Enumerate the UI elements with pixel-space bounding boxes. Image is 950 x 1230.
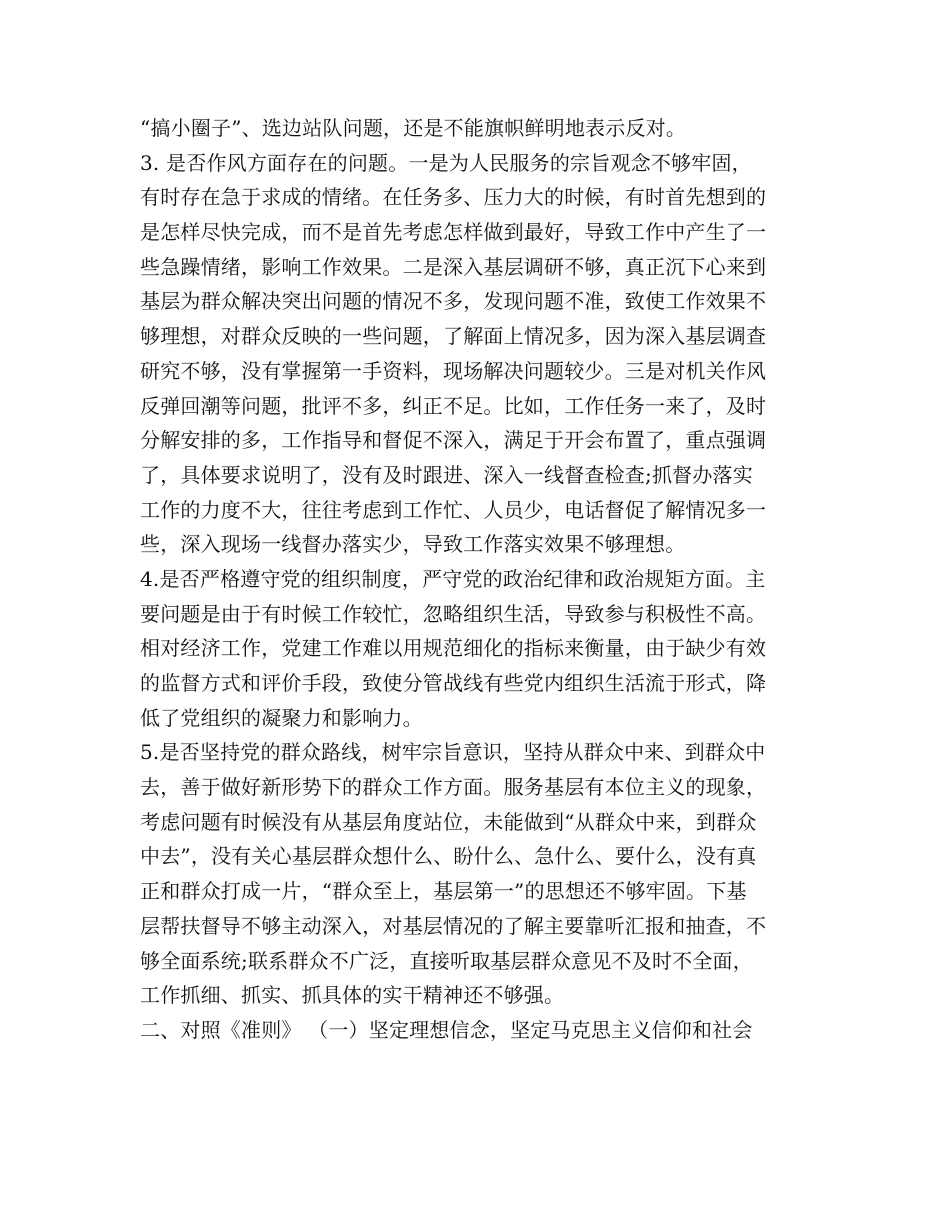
text-line: 正和群众打成一片，“群众至上，基层第一”的思想还不够牢固。下基 (140, 879, 747, 904)
text-line: 些急躁情绪，影响工作效果。二是深入基层调研不够，真正沉下心来到 (140, 254, 767, 279)
document-body (140, 111, 820, 1048)
text-line: 够理想，对群众反映的一些问题，了解面上情况多，因为深入基层调查 (140, 324, 767, 349)
text-line: 有时存在急于求成的情绪。在任务多、压力大的时候，有时首先想到的 (140, 185, 767, 210)
text-line: 3. 是否作风方面存在的问题。一是为人民服务的宗旨观念不够牢固， (140, 150, 752, 175)
text-line: 的监督方式和评价手段，致使分管战线有些党内组织生活流于形式，降 (140, 671, 767, 695)
text-line: 了，具体要求说明了，没有及时跟进、深入一线督查检查;抓督办落实 (140, 462, 753, 487)
text-line: 分解安排的多，工作指导和督促不深入，满足于开会布置了，重点强调 (140, 428, 767, 453)
text-line: 相对经济工作，党建工作难以用规范细化的指标来衡量，由于缺少有效 (140, 636, 767, 661)
text-line: “搞小圈子”、选边站队问题，还是不能旗帜鲜明地表示反对。 (140, 116, 687, 140)
text-line: 些，深入现场一线督办落实少，导致工作落实效果不够理想。 (140, 532, 686, 557)
text-line: 考虑问题有时候没有从基层角度站位，未能做到“从群众中来，到群众 (140, 809, 757, 834)
text-line: 4.是否严格遵守党的组织制度，严守党的政治纪律和政治规矩方面。主 (140, 566, 766, 591)
text-line: 要问题是由于有时候工作较忙，忽略组织生活，导致参与积极性不高。 (140, 601, 767, 626)
text-line: 低了党组织的凝聚力和影响力。 (140, 705, 423, 730)
text-line: 反弹回潮等问题，批评不多，纠正不足。比如，工作任务一来了，及时 (140, 393, 767, 418)
text-line: 工作抓细、抓实、抓具体的实干精神还不够强。 (140, 983, 565, 1008)
text-line: 二、对照《准则》 （一）坚定理想信念，坚定马克思主义信仰和社会 (140, 1017, 753, 1042)
text-line: 研究不够，没有掌握第一手资料，现场解决问题较少。三是对机关作风 (140, 358, 767, 383)
text-line: 基层为群众解决突出问题的情况不多，发现问题不准，致使工作效果不 (140, 289, 767, 314)
text-line: 够全面系统;联系群众不广泛，直接听取基层群众意见不及时不全面， (140, 948, 753, 973)
text-line: 层帮扶督导不够主动深入，对基层情况的了解主要靠听汇报和抽查，不 (140, 913, 767, 938)
text-line: 工作的力度不大，往往考虑到工作忙、人员少，电话督促了解情况多一 (140, 497, 767, 522)
text-line: 5.是否坚持党的群众路线，树牢宗旨意识，坚持从群众中来、到群众中 (140, 740, 766, 765)
text-line: 去，善于做好新形势下的群众工作方面。服务基层有本位主义的现象， (140, 775, 767, 800)
text-line: 中去”，没有关心基层群众想什么、盼什么、急什么、要什么，没有真 (140, 844, 757, 869)
text-line: 是怎样尽快完成，而不是首先考虑怎样做到最好，导致工作中产生了一 (140, 220, 767, 245)
